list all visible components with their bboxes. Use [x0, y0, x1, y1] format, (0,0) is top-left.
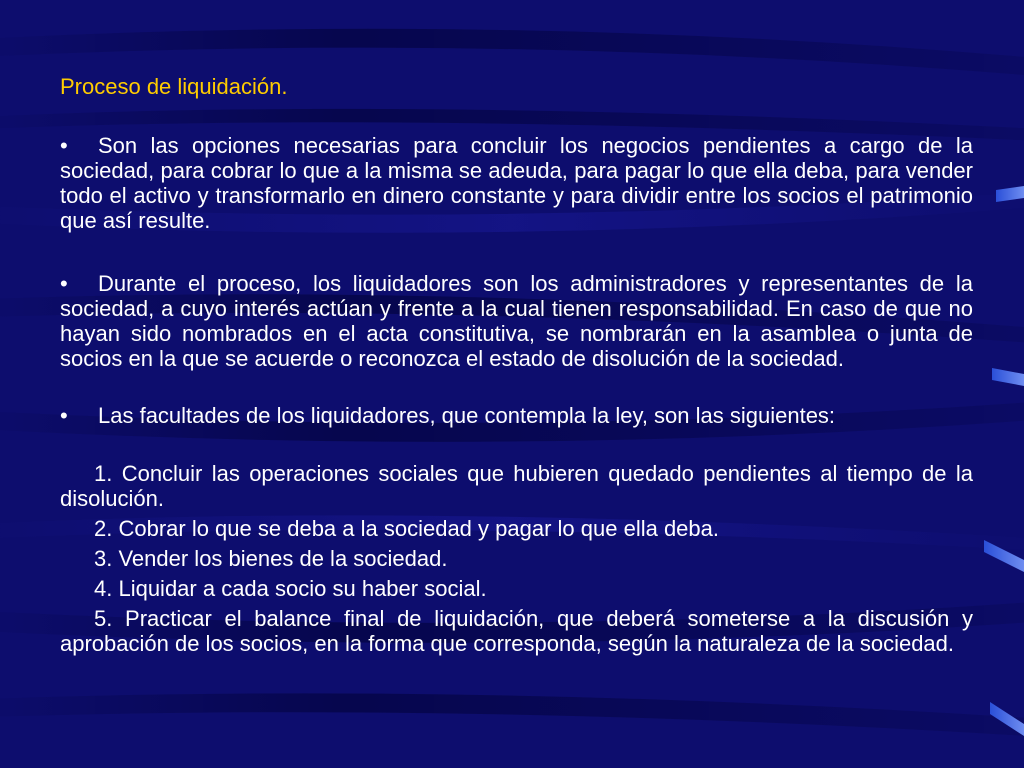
slide-title: Proceso de liquidación.	[60, 74, 288, 99]
paragraph-proceso	[60, 271, 973, 371]
paragraph-text: Las facultades de los liquidadores, que contempla la ley, son las siguientes:	[98, 403, 836, 428]
list-item: 3. Vender los bienes de la sociedad.	[94, 546, 448, 571]
paragraph-opciones	[60, 133, 973, 233]
bullet: •	[60, 403, 68, 428]
paragraph-facultades	[60, 403, 973, 428]
list-item: 2. Cobrar lo que se deba a la sociedad y pagar lo que ella deba.	[94, 516, 719, 541]
paragraph-text: Son las opciones necesarias para concluir los negocios pendientes a cargo de la sociedad, para cobrar lo que a la misma se adeuda, para pagar lo que ella deba, para vender todo el activo y transformarlo en dinero constante y para dividir entre los socios el patrimonio que así resulte.	[60, 133, 973, 233]
list-item: 1. Concluir las operaciones sociales que hubieren quedado pendientes al tiempo de la disolución.	[60, 461, 973, 511]
slide-content	[60, 74, 973, 661]
list-item: 5. Practicar el balance final de liquidación, que deberá someterse a la discusión y aprobación de los socios, en la forma que corresponda, según la naturaleza de la sociedad.	[60, 606, 973, 656]
bullet: •	[60, 271, 68, 296]
list-item: 4. Liquidar a cada socio su haber social.	[94, 576, 487, 601]
paragraph-text: Durante el proceso, los liquidadores son los administradores y representantes de la sociedad, a cuyo interés actúan y frente a la cual tienen responsabilidad. En caso de que no hayan sido nombrados en el acta constitutiva, se nombrarán en la asamblea o junta de socios en la que se acuerde o reconozca el estado de disolución de la sociedad.	[60, 271, 973, 371]
bullet: •	[60, 133, 68, 158]
